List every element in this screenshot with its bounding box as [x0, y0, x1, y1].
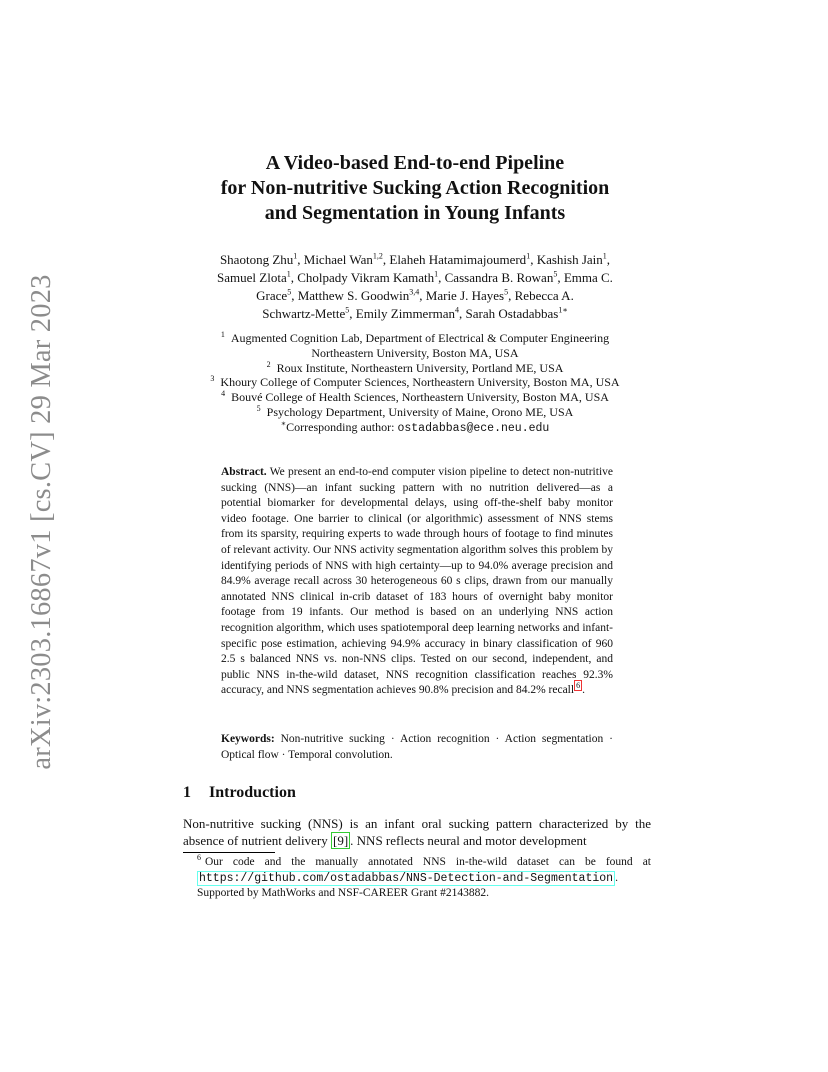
author-line: Samuel Zlota$^1$, Cholpady Vikram Kamath$^1$, Cassandra B. Rowan$^5$, Emma C. — [217, 269, 613, 285]
keywords-text: Non-nutritive sucking · Action recognition · Action segmentation · Optical flow · Temporal convolution. — [221, 733, 613, 761]
footnote-number: 6 — [197, 853, 201, 863]
keywords-label: Keywords: — [221, 733, 275, 745]
affiliation-line: $^5$ Psychology Department, University of Maine, Orono ME, USA — [256, 403, 574, 419]
abstract-label: Abstract. — [221, 466, 267, 478]
corresponding-author: ∗Corresponding author: ostadabbas@ece.neu.edu — [280, 418, 550, 435]
corresponding-email[interactable]: ostadabbas@ece.neu.edu — [397, 421, 550, 435]
citation-link[interactable]: [9] — [333, 833, 349, 848]
affiliation-line: $^1$ Augmented Cognition Lab, Department of Electrical & Computer Engineering — [220, 330, 610, 345]
section-heading — [183, 784, 296, 802]
abstract-text: We present an end-to-end computer vision pipeline to detect non-nutritive sucking (NNS)—an infant sucking pattern with no nutrition delivered—as a potential biomarker for developmental delays, using off-the-shelf baby monitor video footage. One barrier to clinical (or algorithmic) assessment of NNS stems from its sparsity, requiring experts to wade through hours of footage to find minutes of relevant activity. Our NNS activity segmentation algorithm solves this problem by identifying periods of NNS with high certainty—up to 94.0% average precision and 84.9% average recall across 30 heterogeneous 60 s clips, drawn from our manually annotated NNS clinical in-crib dataset of 183 hours of overnight baby monitor footage from 19 infants. Our method is based on an underlying NNS action recognition algorithm, which uses spatiotemporal deep learning networks and infant-specific pose estimation, achieving 94.9% accuracy in binary classification of 960 2.5 s balanced NNS vs. non-NNS clips. Tested on our second, independent, and public NNS in-the-wild dataset, NNS recognition classification reaches 92.3% accuracy, and NNS segmentation achieves 90.8% precision and 84.2% recall — [221, 466, 613, 697]
arxiv-sidebar-stamp — [24, 274, 60, 770]
author-list — [170, 251, 660, 323]
affiliation-line: $^3$ Khoury College of Computer Sciences, Northeastern University, Boston MA, USA — [210, 374, 620, 390]
footnote-link[interactable]: 6 — [576, 681, 581, 691]
title-line: for Non-nutritive Sucking Action Recognition — [220, 177, 610, 199]
author-line: Schwartz-Mette$^5$, Emily Zimmerman$^4$, Sarah Ostadabbas$^{1∗}$ — [262, 305, 568, 321]
keywords — [221, 732, 613, 763]
section-title: Introduction — [209, 784, 296, 801]
affiliation-line: $^4$ Bouvé College of Health Sciences, Northeastern University, Boston MA, USA — [221, 389, 609, 405]
title-line: A Video-based End-to-end Pipeline — [265, 152, 565, 174]
intro-paragraph: Non-nutritive sucking (NNS) is an infant oral sucking pattern characterized by the absence of nutrient delivery [9] . NNS reflects neural and motor development — [183, 816, 651, 848]
author-line: Grace$^5$, Matthew S. Goodwin$^{3,4}$, Marie J. Hayes$^5$, Rebecca A. — [256, 287, 574, 303]
title-line: and Segmentation in Young Infants — [264, 202, 566, 224]
abstract: Abstract. We present an end-to-end computer vision pipeline to detect non-nutritive sucking (NNS)—an infant sucking pattern with no nutrition delivered—as a potential biomarker for developmental delays, using off-the-shelf baby monitor video footage. One barrier to clinical (or algorithmic) assessment of NNS stems from its sparsity, requiring experts to wade through hours of footage to find minutes of relevant activity. Our NNS activity segmentation algorithm solves this problem by identifying periods of NNS with high certainty—up to 94.0% average precision and 84.9% average recall across 30 heterogeneous 60 s clips, drawn from our manually annotated NNS clinical in-crib dataset of 183 hours of overnight baby monitor footage from 19 infants. Our method is based on an underlying NNS action recognition algorithm, which uses spatiotemporal deep learning networks and infant-specific pose estimation, achieving 94.9% accuracy in binary classification of 960 2.5 s balanced NNS vs. non-NNS clips. Tested on our second, independent, and public NNS in-the-wild dataset, NNS recognition classification reaches 92.3% accuracy, and NNS segmentation achieves 90.8% precision and 84.2% recall $^6$ . — [221, 466, 613, 697]
author-line: Shaotong Zhu$^1$, Michael Wan$^{1,2}$, Elaheh Hatamimajoumerd$^1$, Kashish Jain$^1$, — [219, 251, 611, 267]
footnote: $^6$ Our code and the manually annotated NNS in-the-wild dataset can be found at https://github.com/ostadabbas/NNS-Detection-and-Segmentation . Supported by MathWorks and NSF-CAREER Grant #2143882. — [197, 853, 651, 900]
affiliation-list — [170, 331, 660, 437]
affiliation-line: Northeastern University, Boston MA, USA — [311, 345, 519, 360]
paper-title — [160, 151, 670, 226]
arxiv-identifier: arXiv:2303.16867v1 [cs.CV] 29 Mar 2023 — [26, 274, 57, 770]
affiliation-line: $^2$ Roux Institute, Northeastern University, Portland ME, USA — [266, 359, 564, 375]
repository-link[interactable]: https://github.com/ostadabbas/NNS-Detection-and-Segmentation — [199, 871, 614, 885]
section-number: 1 — [183, 784, 191, 801]
